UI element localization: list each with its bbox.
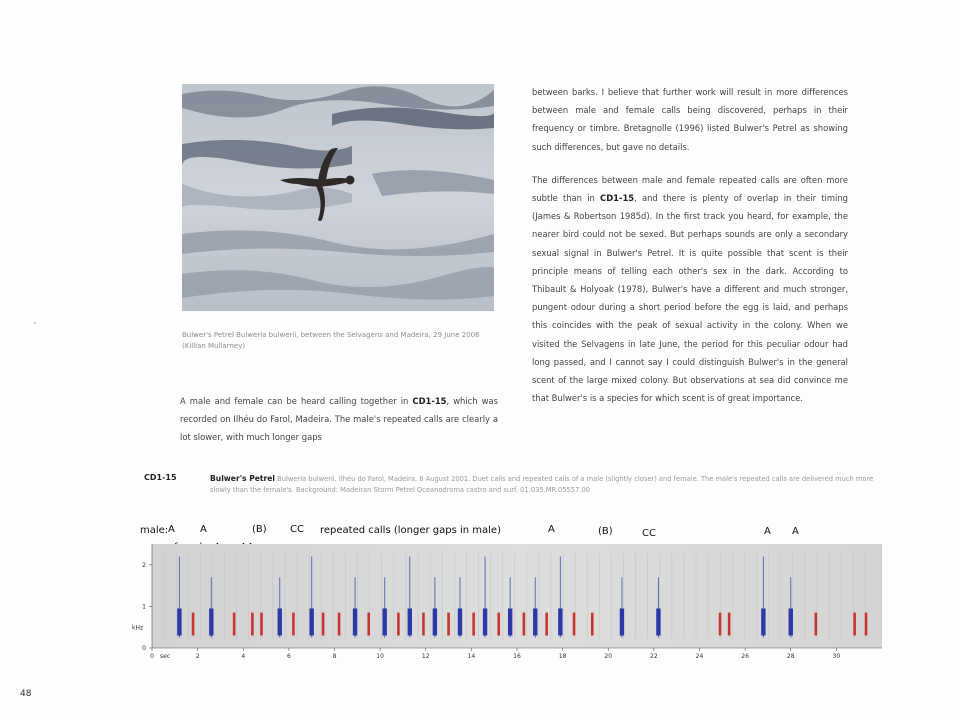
annotation-cc: CC [290,524,304,535]
female-call-mark [573,613,576,636]
female-call-mark [251,613,254,636]
y-tick-label: 0 [142,645,146,652]
x-tick-label: 14 [467,653,476,660]
y-tick-label: 2 [142,561,146,569]
female-call-mark [497,613,500,636]
annotation-b: (B) [252,524,267,535]
x-tick-label: 22 [650,653,658,660]
x-tick-label: 0 [150,653,154,660]
right-text-column [532,83,848,407]
female-call-mark [192,613,195,636]
y-axis-unit: kHz [132,624,144,632]
female-call-mark [728,613,731,636]
x-tick-label: 6 [286,653,291,660]
x-tick-label: 24 [695,653,704,660]
female-call-mark [233,613,236,636]
right-paragraph-1: between barks. I believe that further work will result in more differences between male and female calls being discovered, perhaps in their frequency or timbre. Bretagnolle (1996) listed Bulwer's Petrel as showing such differences, but gave no details. [532,87,848,152]
x-tick-label: 18 [558,653,567,660]
female-call-mark [422,613,425,636]
page-number: 48 [20,689,32,699]
x-tick-label: 28 [786,653,795,660]
female-call-mark [815,613,818,636]
right-paragraph-2: The differences between male and female repeated calls are often more subtle than in CD1-15, and there is plenty of overlap in their timing (James & Robertson 1985d). In the first track you heard, for example, the nearer bird could not be sexed. But perhaps sounds are only a secondary sexual signal in Bulwer's Petrel. It is quite possible that scent is their principle means of telling each other's sex in the dark. According to Thibault & Holyoak (1978), Bulwer's have a different and much stronger, pungent odour during a short period before the egg is laid, and perhaps this coincides with the peak of sexual activity in the colony. When we visited the Selvagens in late June, the period for this peculiar odour had long passed, and I cannot say I could distinguish Bulwer's in the general scent of the large mixed colony. But observations at sea did convince me that Bulwer's is a species for which scent is of great importance. [532,174,848,404]
track-title: Bulwer's Petrel [210,474,276,483]
x-tick-label: 30 [832,653,841,660]
female-call-mark [865,613,868,636]
female-call-mark [447,613,450,636]
annotation-cc: CC [642,528,656,539]
male-repeated-calls-annotation: repeated calls (longer gaps in male) [320,525,501,536]
female-call-mark [472,613,475,636]
annotation-a: A [792,526,799,537]
x-axis-unit: sec [160,653,171,660]
left-paragraph: A male and female can be heard calling together in CD1-15, which was recorded on Ilhéu do Farol, Madeira. The male's repeated calls are clearly a lot slower, with much longer gaps [180,396,498,443]
female-call-mark [367,613,370,636]
track-description: Bulwer's Petrel Bulweria bulwerii. Ilhéu do Farol, Madeira, 8 August 2001. Duet calls and repeated calls of a male (slightly closer) and female. The male's repeated calls are delivered much more slowly than the female's. Background: Madeiran Storm Petrel Oceanodroma castro and surf. 01:035.MR.05557.00 [210,474,874,494]
x-tick-label: 20 [604,653,613,660]
male-label: male: [140,525,169,536]
female-call-mark [322,613,325,636]
speck [34,322,36,324]
x-tick-label: 10 [376,653,384,660]
x-tick-label: 2 [195,653,200,660]
annotation-a: A [200,524,207,535]
female-call-mark [292,613,295,636]
sonogram [130,518,900,668]
track-reference: CD1-15 [412,396,447,406]
annotation-a: A [168,524,175,535]
x-tick-label: 26 [741,653,749,660]
annotation-b: (B) [598,526,613,537]
female-call-mark [260,613,263,636]
female-call-mark [338,613,341,636]
x-tick-label: 16 [513,653,521,660]
track-reference: CD1-15 [600,193,635,204]
left-text-column [180,392,498,447]
female-call-mark [591,613,594,636]
photo-caption: Bulwer's Petrel Bulweria bulwerii, between the Selvagens and Madeira, 29 June 2006 (Killian Mullarney) [182,331,480,350]
bulwers-petrel-photo [182,84,494,311]
female-call-mark [719,613,722,636]
y-tick-label: 1 [142,603,146,611]
annotation-a: A [764,526,771,537]
x-tick-label: 4 [241,653,246,660]
female-call-mark [397,613,400,636]
female-call-mark [523,613,526,636]
track-number: CD1-15 [144,473,177,482]
x-tick-label: 12 [421,653,430,660]
sea-image [182,84,494,311]
female-call-mark [545,613,548,636]
female-call-mark [853,613,856,636]
x-tick-label: 8 [332,653,337,660]
annotation-a: A [548,524,555,535]
